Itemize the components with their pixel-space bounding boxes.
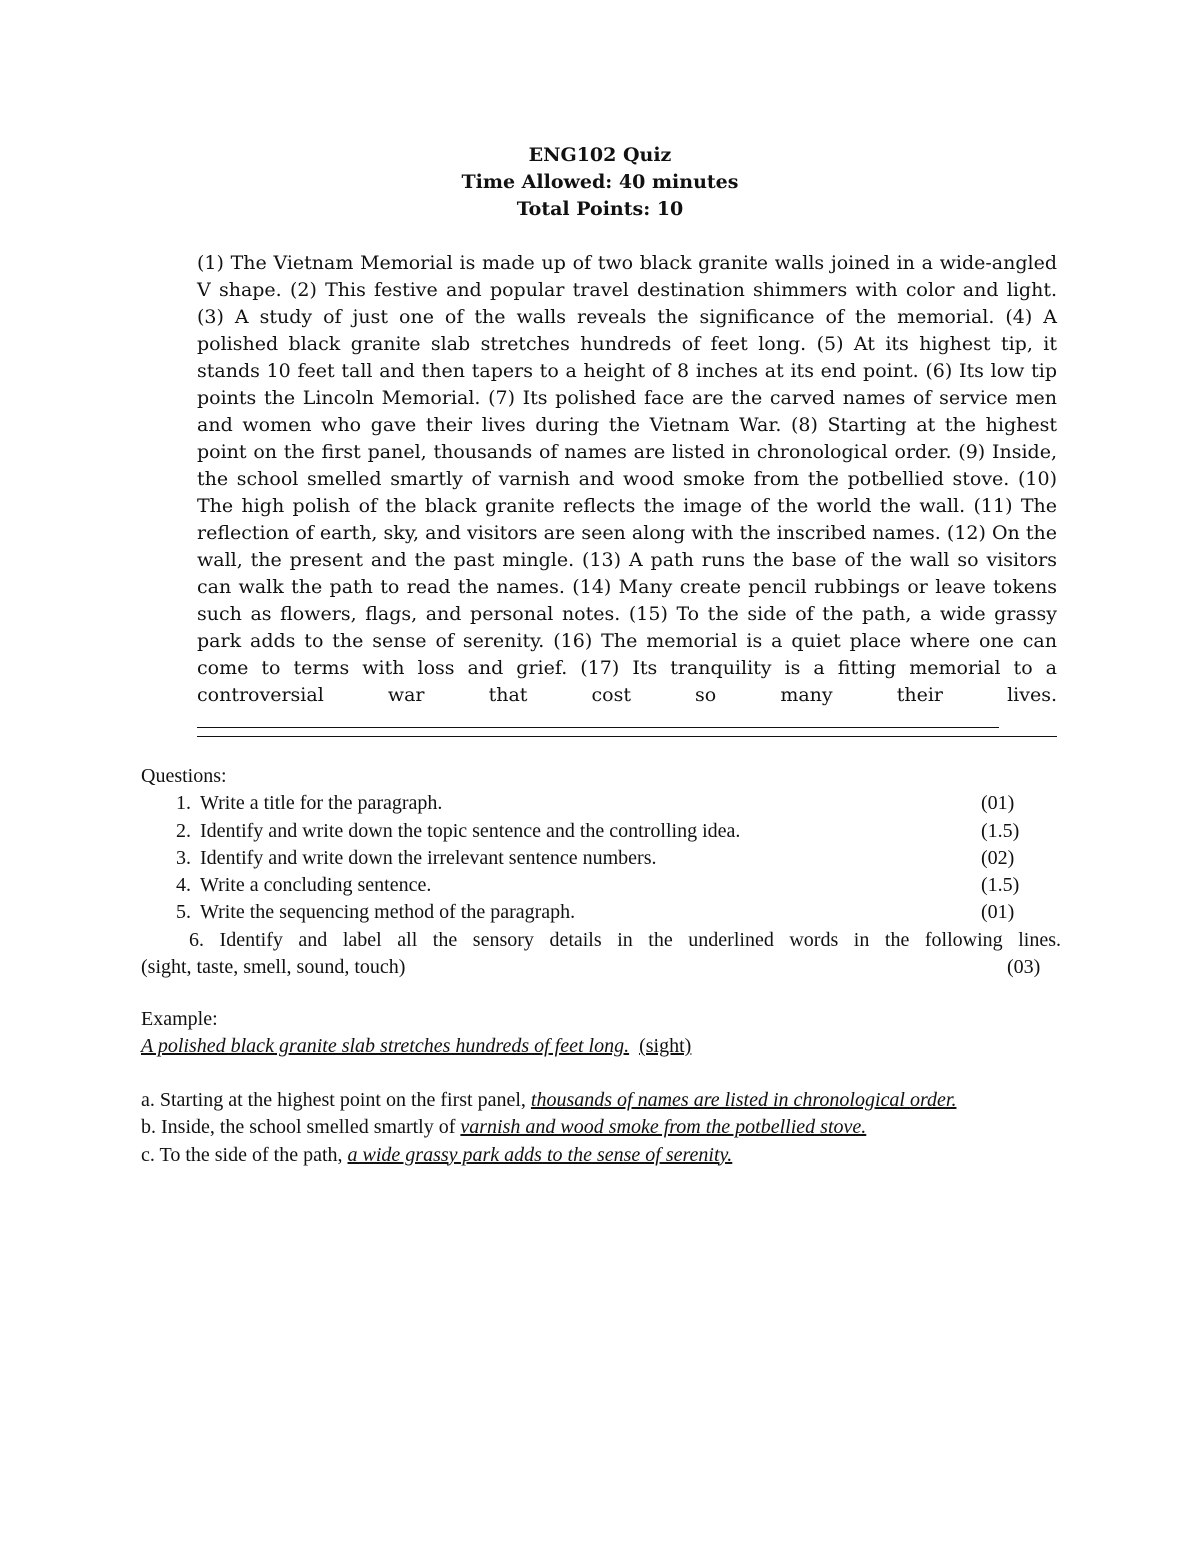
example-line (141, 1033, 1061, 1060)
question-points: (03) (1007, 956, 1041, 979)
exercise-items (141, 1087, 1061, 1169)
item-c-underlined: a wide grassy park adds to the sense of serenity. (347, 1143, 733, 1166)
question-text: Write the sequencing method of the paragraph. (200, 901, 576, 924)
question-number: 1. (176, 792, 191, 815)
question-points: (1.5) (981, 819, 1020, 842)
question-points: (1.5) (981, 874, 1020, 897)
question-number: 4. (176, 874, 191, 897)
item-b-prefix: b. Inside, the school smelled smartly of (141, 1116, 461, 1139)
question-text: Identify and write down the topic sentence and the controlling idea. (200, 819, 741, 842)
question-row (141, 872, 1061, 899)
answer-line-full (197, 736, 1057, 737)
item-a-underlined: thousands of names are listed in chronological order. (530, 1089, 957, 1111)
question-row (141, 790, 1061, 817)
quiz-title: ENG102 Quiz (528, 144, 672, 166)
sensory-options: (sight, taste, smell, sound, touch) (141, 956, 406, 979)
questions-heading: Questions: (141, 765, 227, 787)
question-row (141, 899, 1061, 926)
example-heading: Example: (141, 1008, 218, 1030)
question-six-line1: 6. Identify and label all the sensory details in the underlined words in the following lines. (189, 928, 1061, 951)
total-points: Total Points: 10 (516, 198, 684, 220)
question-row (141, 818, 1061, 845)
question-points: (01) (981, 792, 1015, 815)
question-text: Write a concluding sentence. (200, 874, 432, 897)
example-underlined: A polished black granite slab stretches hundreds of feet long. (141, 1035, 630, 1058)
questions-section (141, 763, 1061, 981)
passage-paragraph (197, 250, 1057, 736)
question-number: 3. (176, 846, 191, 869)
question-number: 5. (176, 901, 191, 924)
exercise-item-b (141, 1114, 1061, 1141)
question-row (141, 845, 1061, 872)
exercise-item-a (141, 1087, 1061, 1114)
quiz-header (0, 142, 1200, 223)
question-number: 2. (176, 819, 191, 842)
question-six-line2 (141, 954, 1061, 981)
item-b-underlined: varnish and wood smoke from the potbellied stove. (460, 1116, 867, 1139)
exercise-item-c (141, 1142, 1061, 1169)
answer-line (197, 709, 999, 728)
question-points: (01) (981, 901, 1015, 924)
example-section (141, 1006, 1061, 1061)
question-text: Identify and write down the irrelevant sentence numbers. (200, 846, 657, 869)
passage-text: (1) The Vietnam Memorial is made up of two black granite walls joined in a wide-angled V shape. (2) This festive and popular travel destination shimmers with color and light. (3) A study of just one of the walls reveals the significance of the memorial. (4) A polished black granite slab stretches hundreds of feet long. (5) At its highest tip, it stands 10 feet tall and then tapers to a height of 8 inches at its end point. (6) Its low tip points the Lincoln Memorial. (7) Its polished face are the carved names of service men and women who gave their lives during the Vietnam War. (8) Starting at the highest point on the first panel, thousands of names are listed in chronological order. (9) Inside, the school smelled smartly of varnish and wood smoke from the potbellied stove. (10) The high polish of the black granite reflects the image of the world the wall. (11) The reflection of earth, sky, and visitors are seen along with the inscribed names. (12) On the wall, the present and the past mingle. (13) A path runs the base of the wall so visitors can walk the path to read the names. (14) Many create pencil rubbings or leave tokens such as flowers, flags, and personal notes. (15) To the side of the path, a wide grassy park adds to the sense of serenity. (16) The memorial is a quiet place where one can come to terms with loss and grief. (17) Its tranquility is a fitting memorial to a controversial war that cost so many their lives. (197, 252, 1057, 706)
item-a-prefix: a. Starting at the highest point on the first panel, (141, 1089, 531, 1111)
question-points: (02) (981, 846, 1015, 869)
question-text: Write a title for the paragraph. (200, 792, 443, 815)
item-c-prefix: c. To the side of the path, (141, 1143, 348, 1166)
time-allowed: Time Allowed: 40 minutes (461, 171, 739, 193)
example-label: (sight) (639, 1035, 692, 1058)
